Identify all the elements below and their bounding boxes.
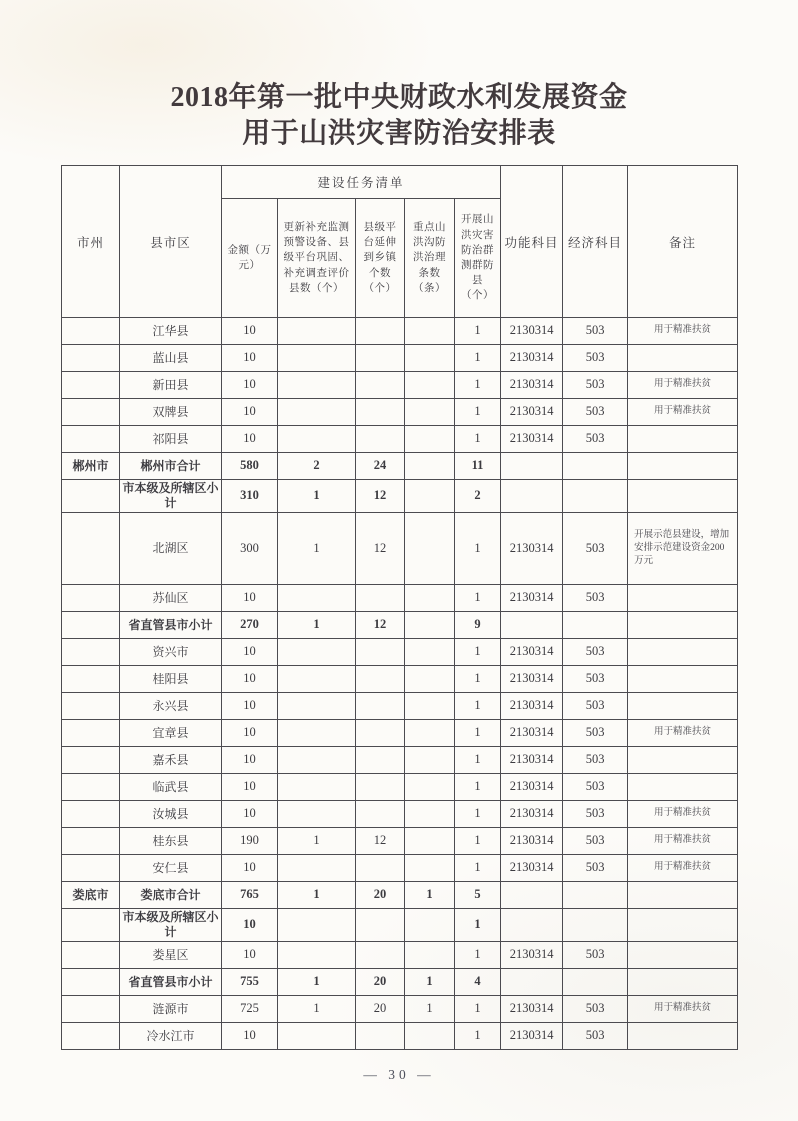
cell-group-defense: 1 [455,1023,501,1050]
cell-platform-extension [356,801,405,828]
header-remark: 备注 [628,166,738,318]
cell-remark: 用于精准扶贫 [628,801,738,828]
cell-county: 安仁县 [120,855,222,882]
cell-county: 资兴市 [120,639,222,666]
cell-gully-treatment [405,453,455,480]
table-row [62,693,738,720]
cell-gully-treatment: 1 [405,882,455,909]
cell-function-code [501,612,563,639]
cell-gully-treatment [405,720,455,747]
cell-equipment: 2 [278,453,356,480]
table-row [62,612,738,639]
cell-group-defense: 1 [455,399,501,426]
cell-economic-code: 503 [563,372,628,399]
cell-county: 娄星区 [120,942,222,969]
cell-amount: 725 [222,996,278,1023]
cell-platform-extension: 12 [356,480,405,513]
table-row [62,882,738,909]
cell-city [62,480,120,513]
cell-gully-treatment [405,666,455,693]
cell-function-code: 2130314 [501,774,563,801]
cell-function-code: 2130314 [501,996,563,1023]
cell-group-defense: 1 [455,513,501,585]
cell-economic-code [563,453,628,480]
cell-function-code: 2130314 [501,855,563,882]
cell-platform-extension: 12 [356,612,405,639]
cell-platform-extension [356,585,405,612]
cell-gully-treatment [405,513,455,585]
cell-economic-code: 503 [563,942,628,969]
cell-equipment [278,693,356,720]
cell-platform-extension [356,693,405,720]
cell-equipment [278,747,356,774]
cell-city [62,426,120,453]
cell-county: 市本级及所辖区小计 [120,480,222,513]
cell-platform-extension [356,372,405,399]
cell-county: 蓝山县 [120,345,222,372]
cell-equipment: 1 [278,480,356,513]
cell-county: 苏仙区 [120,585,222,612]
cell-function-code: 2130314 [501,345,563,372]
cell-remark: 用于精准扶贫 [628,318,738,345]
cell-economic-code: 503 [563,747,628,774]
cell-group-defense: 1 [455,801,501,828]
cell-economic-code: 503 [563,513,628,585]
cell-amount: 10 [222,399,278,426]
cell-group-defense: 4 [455,969,501,996]
header-amount: 金额（万元） [222,199,278,318]
cell-equipment [278,1023,356,1050]
cell-amount: 10 [222,801,278,828]
cell-function-code: 2130314 [501,801,563,828]
table-header [62,166,738,318]
cell-equipment: 1 [278,612,356,639]
cell-city [62,828,120,855]
cell-function-code: 2130314 [501,942,563,969]
table-row [62,426,738,453]
cell-remark [628,747,738,774]
cell-remark [628,639,738,666]
cell-gully-treatment [405,480,455,513]
cell-gully-treatment [405,801,455,828]
cell-gully-treatment [405,639,455,666]
table-row [62,666,738,693]
cell-economic-code: 503 [563,996,628,1023]
cell-remark: 用于精准扶贫 [628,372,738,399]
cell-equipment: 1 [278,882,356,909]
cell-remark [628,585,738,612]
cell-economic-code: 503 [563,585,628,612]
cell-function-code: 2130314 [501,426,563,453]
header-equipment: 更新补充监测预警设备、县级平台巩固、补充调查评价县数（个） [278,199,356,318]
cell-group-defense: 1 [455,942,501,969]
cell-platform-extension: 20 [356,969,405,996]
cell-remark [628,882,738,909]
cell-amount: 10 [222,585,278,612]
cell-gully-treatment [405,828,455,855]
cell-platform-extension: 20 [356,882,405,909]
cell-city [62,969,120,996]
cell-economic-code: 503 [563,720,628,747]
cell-county: 永兴县 [120,693,222,720]
cell-group-defense: 5 [455,882,501,909]
cell-city [62,1023,120,1050]
cell-gully-treatment [405,909,455,942]
page-number: — 30 — [363,1067,435,1082]
cell-economic-code [563,882,628,909]
cell-equipment: 1 [278,513,356,585]
cell-county: 双牌县 [120,399,222,426]
cell-group-defense: 1 [455,666,501,693]
cell-platform-extension [356,639,405,666]
cell-city [62,399,120,426]
cell-equipment [278,855,356,882]
cell-platform-extension [356,855,405,882]
cell-economic-code: 503 [563,855,628,882]
cell-county: 娄底市合计 [120,882,222,909]
cell-gully-treatment [405,372,455,399]
cell-economic-code: 503 [563,399,628,426]
cell-equipment [278,942,356,969]
cell-gully-treatment [405,774,455,801]
table-row [62,453,738,480]
cell-remark [628,345,738,372]
cell-equipment [278,372,356,399]
cell-group-defense: 1 [455,345,501,372]
cell-remark: 用于精准扶贫 [628,828,738,855]
cell-remark [628,453,738,480]
cell-county: 嘉禾县 [120,747,222,774]
cell-gully-treatment: 1 [405,996,455,1023]
cell-function-code: 2130314 [501,585,563,612]
cell-amount: 10 [222,639,278,666]
cell-remark: 用于精准扶贫 [628,720,738,747]
cell-economic-code: 503 [563,345,628,372]
cell-platform-extension [356,720,405,747]
table-row [62,513,738,585]
header-city: 市州 [62,166,120,318]
cell-economic-code [563,612,628,639]
cell-gully-treatment [405,855,455,882]
table-row [62,639,738,666]
cell-city [62,345,120,372]
cell-economic-code: 503 [563,1023,628,1050]
cell-economic-code: 503 [563,318,628,345]
cell-county: 郴州市合计 [120,453,222,480]
cell-remark [628,909,738,942]
cell-equipment [278,318,356,345]
cell-economic-code: 503 [563,639,628,666]
table-row [62,855,738,882]
cell-equipment [278,909,356,942]
cell-equipment [278,639,356,666]
cell-city: 娄底市 [62,882,120,909]
cell-gully-treatment [405,426,455,453]
cell-group-defense: 1 [455,693,501,720]
table-row [62,801,738,828]
cell-function-code: 2130314 [501,639,563,666]
cell-gully-treatment [405,747,455,774]
cell-amount: 10 [222,666,278,693]
cell-remark [628,942,738,969]
cell-county: 桂阳县 [120,666,222,693]
table-row [62,942,738,969]
cell-remark [628,969,738,996]
cell-county: 涟源市 [120,996,222,1023]
cell-gully-treatment [405,1023,455,1050]
cell-platform-extension [356,1023,405,1050]
cell-remark: 用于精准扶贫 [628,855,738,882]
cell-platform-extension [356,426,405,453]
table-row [62,909,738,942]
cell-group-defense: 1 [455,426,501,453]
cell-group-defense: 1 [455,639,501,666]
cell-group-defense: 2 [455,480,501,513]
cell-equipment [278,345,356,372]
cell-remark [628,1023,738,1050]
page-title [0,80,798,153]
cell-city [62,585,120,612]
cell-county: 桂东县 [120,828,222,855]
cell-county: 汝城县 [120,801,222,828]
cell-equipment: 1 [278,996,356,1023]
cell-platform-extension: 24 [356,453,405,480]
cell-amount: 270 [222,612,278,639]
cell-platform-extension: 20 [356,996,405,1023]
cell-function-code: 2130314 [501,513,563,585]
table-row [62,1023,738,1050]
cell-economic-code: 503 [563,666,628,693]
cell-city [62,372,120,399]
cell-platform-extension [356,399,405,426]
cell-group-defense: 1 [455,720,501,747]
cell-function-code [501,480,563,513]
cell-equipment [278,801,356,828]
cell-platform-extension [356,318,405,345]
header-group-defense: 开展山洪灾害防治群测群防县（个） [455,199,501,318]
cell-group-defense: 9 [455,612,501,639]
table-row [62,996,738,1023]
cell-gully-treatment [405,345,455,372]
cell-amount: 10 [222,693,278,720]
cell-amount: 10 [222,318,278,345]
cell-city [62,318,120,345]
cell-function-code: 2130314 [501,747,563,774]
cell-function-code: 2130314 [501,1023,563,1050]
funding-arrangement-table [61,165,738,1050]
cell-gully-treatment [405,399,455,426]
cell-remark [628,666,738,693]
table-row [62,828,738,855]
cell-amount: 10 [222,372,278,399]
cell-function-code: 2130314 [501,828,563,855]
cell-city [62,747,120,774]
table-row [62,372,738,399]
cell-city [62,720,120,747]
cell-equipment: 1 [278,828,356,855]
cell-amount: 310 [222,480,278,513]
cell-county: 宜章县 [120,720,222,747]
page-title-line2: 用于山洪灾害防治安排表 [242,118,556,150]
cell-remark [628,693,738,720]
cell-county: 市本级及所辖区小计 [120,909,222,942]
cell-gully-treatment: 1 [405,969,455,996]
cell-county: 冷水江市 [120,1023,222,1050]
cell-city [62,513,120,585]
table-row [62,318,738,345]
cell-amount: 10 [222,345,278,372]
cell-county: 省直管县市小计 [120,969,222,996]
cell-gully-treatment [405,942,455,969]
cell-city [62,612,120,639]
cell-remark [628,774,738,801]
cell-amount: 300 [222,513,278,585]
cell-group-defense: 1 [455,774,501,801]
cell-gully-treatment [405,585,455,612]
table-row [62,480,738,513]
cell-county: 祁阳县 [120,426,222,453]
cell-group-defense: 1 [455,372,501,399]
cell-equipment [278,666,356,693]
cell-city [62,942,120,969]
cell-economic-code [563,969,628,996]
cell-group-defense: 1 [455,585,501,612]
cell-amount: 755 [222,969,278,996]
cell-group-defense: 11 [455,453,501,480]
cell-economic-code: 503 [563,774,628,801]
cell-platform-extension [356,942,405,969]
header-platform-extension: 县级平台延伸到乡镇个数（个） [356,199,405,318]
cell-remark [628,612,738,639]
cell-amount: 10 [222,720,278,747]
cell-city [62,693,120,720]
cell-county: 江华县 [120,318,222,345]
cell-economic-code: 503 [563,801,628,828]
cell-city [62,801,120,828]
cell-amount: 10 [222,747,278,774]
cell-equipment [278,426,356,453]
table-row [62,720,738,747]
cell-economic-code [563,480,628,513]
table-row [62,774,738,801]
cell-function-code: 2130314 [501,666,563,693]
cell-function-code [501,969,563,996]
header-gully-treatment: 重点山洪沟防洪治理条数（条） [405,199,455,318]
cell-equipment [278,399,356,426]
cell-group-defense: 1 [455,318,501,345]
cell-function-code [501,909,563,942]
header-economic-code: 经济科目 [563,166,628,318]
cell-function-code: 2130314 [501,318,563,345]
cell-gully-treatment [405,318,455,345]
cell-platform-extension [356,345,405,372]
page-title-line1: 2018年第一批中央财政水利发展资金 [170,82,628,113]
cell-amount: 580 [222,453,278,480]
cell-economic-code: 503 [563,426,628,453]
cell-platform-extension [356,909,405,942]
cell-equipment [278,774,356,801]
cell-remark: 开展示范县建设，增加安排示范建设资金200万元 [628,513,738,585]
cell-city [62,639,120,666]
cell-platform-extension [356,666,405,693]
cell-group-defense: 1 [455,855,501,882]
cell-amount: 10 [222,1023,278,1050]
cell-city [62,855,120,882]
cell-platform-extension: 12 [356,513,405,585]
cell-county: 北湖区 [120,513,222,585]
header-county: 县市区 [120,166,222,318]
cell-city [62,774,120,801]
header-task-group: 建设任务清单 [222,166,501,199]
cell-remark: 用于精准扶贫 [628,399,738,426]
cell-gully-treatment [405,612,455,639]
cell-amount: 190 [222,828,278,855]
cell-group-defense: 1 [455,747,501,774]
cell-amount: 765 [222,882,278,909]
cell-amount: 10 [222,774,278,801]
table-row [62,399,738,426]
cell-gully-treatment [405,693,455,720]
header-function-code: 功能科目 [501,166,563,318]
cell-equipment [278,585,356,612]
cell-group-defense: 1 [455,828,501,855]
cell-remark: 用于精准扶贫 [628,996,738,1023]
table-row [62,747,738,774]
table-body [62,318,738,1050]
cell-function-code: 2130314 [501,693,563,720]
cell-amount: 10 [222,426,278,453]
cell-function-code [501,882,563,909]
cell-economic-code: 503 [563,828,628,855]
table-row [62,585,738,612]
cell-platform-extension: 12 [356,828,405,855]
cell-group-defense: 1 [455,909,501,942]
cell-function-code [501,453,563,480]
cell-city [62,666,120,693]
cell-group-defense: 1 [455,996,501,1023]
cell-function-code: 2130314 [501,720,563,747]
cell-platform-extension [356,774,405,801]
cell-city: 郴州市 [62,453,120,480]
cell-platform-extension [356,747,405,774]
cell-county: 新田县 [120,372,222,399]
cell-city [62,909,120,942]
cell-equipment: 1 [278,969,356,996]
table-row [62,969,738,996]
cell-economic-code: 503 [563,693,628,720]
cell-function-code: 2130314 [501,399,563,426]
cell-function-code: 2130314 [501,372,563,399]
cell-county: 省直管县市小计 [120,612,222,639]
table-row [62,345,738,372]
cell-remark [628,480,738,513]
cell-economic-code [563,909,628,942]
cell-amount: 10 [222,855,278,882]
cell-city [62,996,120,1023]
cell-amount: 10 [222,942,278,969]
cell-remark [628,426,738,453]
cell-equipment [278,720,356,747]
cell-amount: 10 [222,909,278,942]
cell-county: 临武县 [120,774,222,801]
